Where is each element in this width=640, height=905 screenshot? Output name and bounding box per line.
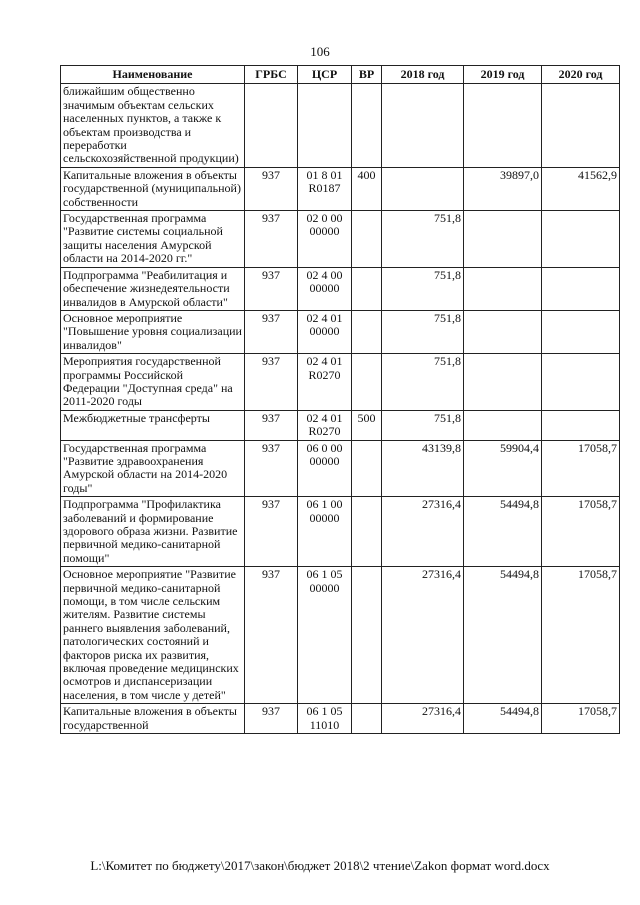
- cell-2019: [464, 310, 542, 353]
- cell-2019: 54494,8: [464, 567, 542, 704]
- cell-vr: 500: [352, 410, 382, 440]
- cell-name: Подпрограмма "Профилактика заболеваний и формирование здорового образа жизни. Развитие первичной медико-санитарной помощи": [61, 497, 245, 567]
- header-2020: 2020 год: [542, 66, 620, 84]
- cell-name: ближайшим общественно значимым объектам сельских населенных пунктов, а также к объектам производства и переработки сельскохозяйственной продукции): [61, 84, 245, 167]
- cell-grbs: 937: [245, 440, 298, 497]
- cell-2018: 751,8: [382, 267, 464, 310]
- cell-grbs: 937: [245, 704, 298, 734]
- cell-csr: 06 1 00 00000: [298, 497, 352, 567]
- table-row: [61, 354, 620, 411]
- cell-2020: [542, 267, 620, 310]
- cell-grbs: 937: [245, 167, 298, 210]
- table-row: [61, 440, 620, 497]
- cell-vr: 400: [352, 167, 382, 210]
- cell-grbs: 937: [245, 310, 298, 353]
- cell-csr: 02 4 00 00000: [298, 267, 352, 310]
- table-row: [61, 211, 620, 268]
- table-row: [61, 310, 620, 353]
- cell-grbs: 937: [245, 354, 298, 411]
- cell-2020: 41562,9: [542, 167, 620, 210]
- cell-vr: [352, 211, 382, 268]
- header-2019: 2019 год: [464, 66, 542, 84]
- header-csr: ЦСР: [298, 66, 352, 84]
- cell-csr: 02 4 01 R0270: [298, 354, 352, 411]
- cell-name: Основное мероприятие "Развитие первичной медико-санитарной помощи, в том числе сельским жителям. Развитие системы раннего выявления заболеваний, патологических состояний и факторов риска их развития, включая проведение медицинских осмотров и диспансеризации населения, в том числе у детей": [61, 567, 245, 704]
- cell-name: Государственная программа "Развитие системы социальной защиты населения Амурской области на 2014-2020 гг.": [61, 211, 245, 268]
- table-header-row: [61, 66, 620, 84]
- cell-2020: [542, 310, 620, 353]
- cell-name: Капитальные вложения в объекты государственной: [61, 704, 245, 734]
- cell-csr: 06 0 00 00000: [298, 440, 352, 497]
- cell-2019: 54494,8: [464, 497, 542, 567]
- cell-2018: 43139,8: [382, 440, 464, 497]
- cell-vr: [352, 310, 382, 353]
- header-2018: 2018 год: [382, 66, 464, 84]
- cell-name: Государственная программа "Развитие здравоохранения Амурской области на 2014-2020 годы": [61, 440, 245, 497]
- cell-2020: 17058,7: [542, 704, 620, 734]
- cell-vr: [352, 704, 382, 734]
- cell-2018: 27316,4: [382, 704, 464, 734]
- cell-vr: [352, 267, 382, 310]
- cell-csr: 02 0 00 00000: [298, 211, 352, 268]
- cell-csr: 01 8 01 R0187: [298, 167, 352, 210]
- cell-csr: [298, 84, 352, 167]
- cell-vr: [352, 354, 382, 411]
- cell-2018: 751,8: [382, 211, 464, 268]
- cell-2020: 17058,7: [542, 567, 620, 704]
- cell-grbs: 937: [245, 267, 298, 310]
- header-name: Наименование: [61, 66, 245, 84]
- cell-vr: [352, 567, 382, 704]
- cell-grbs: 937: [245, 211, 298, 268]
- file-path-footer: L:\Комитет по бюджету\2017\закон\бюджет 2018\2 чтение\Zakon формат word.docx: [90, 858, 550, 873]
- cell-2018: [382, 167, 464, 210]
- cell-2018: 751,8: [382, 354, 464, 411]
- cell-grbs: 937: [245, 497, 298, 567]
- cell-name: Капитальные вложения в объекты государственной (муниципальной) собственности: [61, 167, 245, 210]
- table-row: [61, 167, 620, 210]
- cell-2019: [464, 354, 542, 411]
- cell-name: Подпрограмма "Реабилитация и обеспечение жизнедеятельности инвалидов в Амурской области": [61, 267, 245, 310]
- cell-2020: [542, 84, 620, 167]
- cell-2018: 751,8: [382, 410, 464, 440]
- cell-2020: 17058,7: [542, 440, 620, 497]
- table-row: [61, 410, 620, 440]
- cell-csr: 06 1 05 00000: [298, 567, 352, 704]
- cell-name: Межбюджетные трансферты: [61, 410, 245, 440]
- cell-2019: [464, 211, 542, 268]
- cell-2020: [542, 354, 620, 411]
- cell-2019: 39897,0: [464, 167, 542, 210]
- cell-2018: 751,8: [382, 310, 464, 353]
- table-row: [61, 704, 620, 734]
- cell-csr: 06 1 05 11010: [298, 704, 352, 734]
- cell-grbs: 937: [245, 410, 298, 440]
- cell-2019: 59904,4: [464, 440, 542, 497]
- cell-2019: 54494,8: [464, 704, 542, 734]
- budget-table: [60, 65, 620, 734]
- cell-grbs: 937: [245, 567, 298, 704]
- cell-vr: [352, 497, 382, 567]
- header-vr: ВР: [352, 66, 382, 84]
- table-row: [61, 84, 620, 167]
- table-row: [61, 497, 620, 567]
- cell-name: Мероприятия государственной программы Российской Федерации "Доступная среда" на 2011-2020 годы: [61, 354, 245, 411]
- cell-vr: [352, 84, 382, 167]
- cell-grbs: [245, 84, 298, 167]
- page-number: 106: [310, 44, 330, 59]
- cell-2019: [464, 84, 542, 167]
- cell-2020: [542, 410, 620, 440]
- cell-vr: [352, 440, 382, 497]
- table-row: [61, 267, 620, 310]
- cell-2020: 17058,7: [542, 497, 620, 567]
- cell-2018: 27316,4: [382, 497, 464, 567]
- cell-name: Основное мероприятие "Повышение уровня социализации инвалидов": [61, 310, 245, 353]
- cell-csr: 02 4 01 R0270: [298, 410, 352, 440]
- cell-2019: [464, 267, 542, 310]
- cell-2019: [464, 410, 542, 440]
- cell-2018: 27316,4: [382, 567, 464, 704]
- cell-2018: [382, 84, 464, 167]
- table-row: [61, 567, 620, 704]
- header-grbs: ГРБС: [245, 66, 298, 84]
- cell-2020: [542, 211, 620, 268]
- cell-csr: 02 4 01 00000: [298, 310, 352, 353]
